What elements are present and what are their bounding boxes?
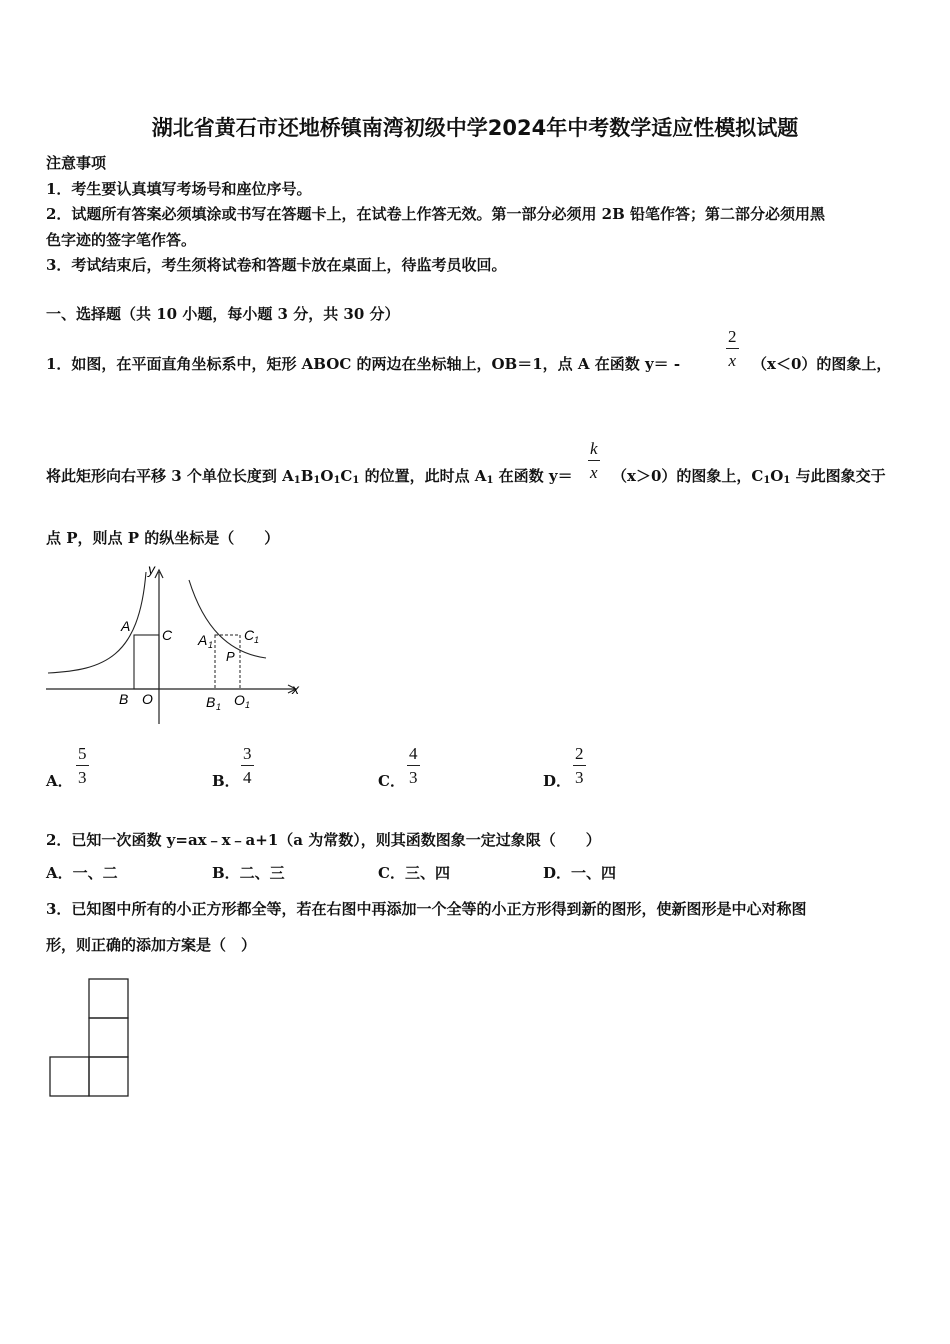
q1-option-c-den: 3 (409, 768, 418, 787)
q1-line-1-part-b: （x＜0）的图象上， (752, 355, 892, 373)
q1-fraction1-denominator: x (728, 351, 737, 370)
q1-option-b-num: 3 (241, 745, 254, 766)
q1-line2-b: B (300, 467, 314, 485)
sub-1: 1 (333, 475, 341, 486)
label-O1-subscript: 1 (245, 700, 251, 710)
label-C1-subscript: 1 (254, 635, 260, 645)
q3-line-1: 3．已知图中所有的小正方形都全等，若在右图中再添加一个全等的小正方形得到新的图形，使新图形是中心对称图 (46, 900, 807, 918)
label-A1-subscript: 1 (208, 640, 214, 650)
q1-fraction-2-over-x (726, 328, 739, 369)
q2-option-d: D．一、四 (543, 864, 617, 882)
q1-option-a-den: 3 (78, 768, 87, 787)
section-heading: 一、选择题（共 10 小题，每小题 3 分，共 30 分） (46, 305, 400, 323)
label-B1: B (206, 694, 216, 710)
square-bottom-right (89, 1057, 128, 1096)
q3-square-figure (48, 977, 132, 1101)
notice-item-2-line-2: 色字迹的签字笔作答。 (46, 231, 197, 249)
left-hyperbola-branch (48, 572, 146, 673)
q1-option-d-den: 3 (575, 768, 584, 787)
label-P: P (226, 649, 235, 664)
q1-line2-i: 与此图象交于 (790, 467, 886, 485)
label-B: B (119, 691, 129, 707)
q1-option-a-num: 5 (76, 745, 89, 766)
q1-option-a-fraction (76, 745, 89, 786)
q1-fraction1-numerator: 2 (726, 328, 739, 349)
label-B1-subscript: 1 (216, 702, 222, 712)
rectangle-ABOC (134, 635, 159, 689)
q1-line-3: 点 P，则点 P 的纵坐标是（ ） (46, 529, 280, 547)
q1-line2-f: 在函数 y＝ (493, 467, 573, 485)
q2-stem: 2．已知一次函数 y=ax﹣x﹣a+1（a 为常数），则其函数图象一定过象限（ ） (46, 831, 601, 849)
q1-option-b-den: 4 (243, 768, 252, 787)
q1-fraction-k-over-x (588, 440, 600, 481)
q1-line-2 (46, 465, 573, 486)
q1-fraction2-denominator: x (590, 463, 598, 482)
square-bottom-left (50, 1057, 89, 1096)
label-O1: O (234, 692, 245, 708)
q1-line2-e: 的位置，此时点 A (359, 467, 487, 485)
q1-line2-g: （x＞0）的图象上，C (612, 467, 764, 485)
square-top (89, 979, 128, 1018)
q1-option-c-label: C． (378, 772, 405, 790)
square-middle (89, 1018, 128, 1057)
notice-heading: 注意事项 (46, 154, 107, 172)
q1-option-a-label: A． (46, 772, 73, 790)
q1-fraction2-numerator: k (588, 440, 600, 461)
q1-line2-h: O (770, 467, 784, 485)
q1-line-1-part-a: 1．如图，在平面直角坐标系中，矩形 ABOC 的两边在坐标轴上，OB＝1，点 A 在函数 y＝ - (46, 355, 681, 373)
q1-option-b-fraction (241, 745, 254, 786)
notice-item-2-line-1: 2．试题所有答案必须填涂或书写在答题卡上，在试卷上作答无效。第一部分必须用 2B 铅笔作答；第二部分必须用黑 (46, 205, 826, 223)
sub-1: 1 (763, 475, 771, 486)
q2-option-b: B．二、三 (212, 864, 285, 882)
sub-1: 1 (293, 475, 301, 486)
label-O: O (142, 691, 153, 707)
q2-option-c: C．三、四 (378, 864, 450, 882)
sub-1: 1 (783, 475, 791, 486)
label-C: C (162, 627, 173, 643)
label-A: A (121, 618, 131, 634)
q1-coordinate-graph (44, 558, 306, 728)
label-x: x (292, 681, 299, 697)
notice-item-1: 1．考生要认真填写考场号和座位序号。 (46, 180, 312, 198)
q3-line-2: 形，则正确的添加方案是（ ） (46, 936, 257, 954)
notice-item-3: 3．考试结束后，考生须将试卷和答题卡放在桌面上，待监考员收回。 (46, 256, 507, 274)
q1-line2-d: C (340, 467, 353, 485)
q1-line2-a: 将此矩形向右平移 3 个单位长度到 A (46, 467, 294, 485)
label-y: y (148, 561, 155, 577)
sub-1: 1 (486, 475, 494, 486)
label-C1: C (244, 627, 255, 643)
q1-option-d-num: 2 (573, 745, 586, 766)
q1-option-b-label: B． (212, 772, 240, 790)
q1-option-c-num: 4 (407, 745, 420, 766)
q1-option-d-fraction (573, 745, 586, 786)
label-A1: A (198, 632, 208, 648)
sub-1: 1 (352, 475, 360, 486)
sub-1: 1 (313, 475, 321, 486)
q1-option-c-fraction (407, 745, 420, 786)
q1-line-2-tail (612, 465, 886, 486)
q1-line2-c: O (320, 467, 334, 485)
q2-option-a: A．一、二 (46, 864, 118, 882)
page-title: 湖北省黄石市还地桥镇南湾初级中学2024年中考数学适应性模拟试题 (151, 116, 799, 140)
q1-option-d-label: D． (543, 772, 572, 790)
